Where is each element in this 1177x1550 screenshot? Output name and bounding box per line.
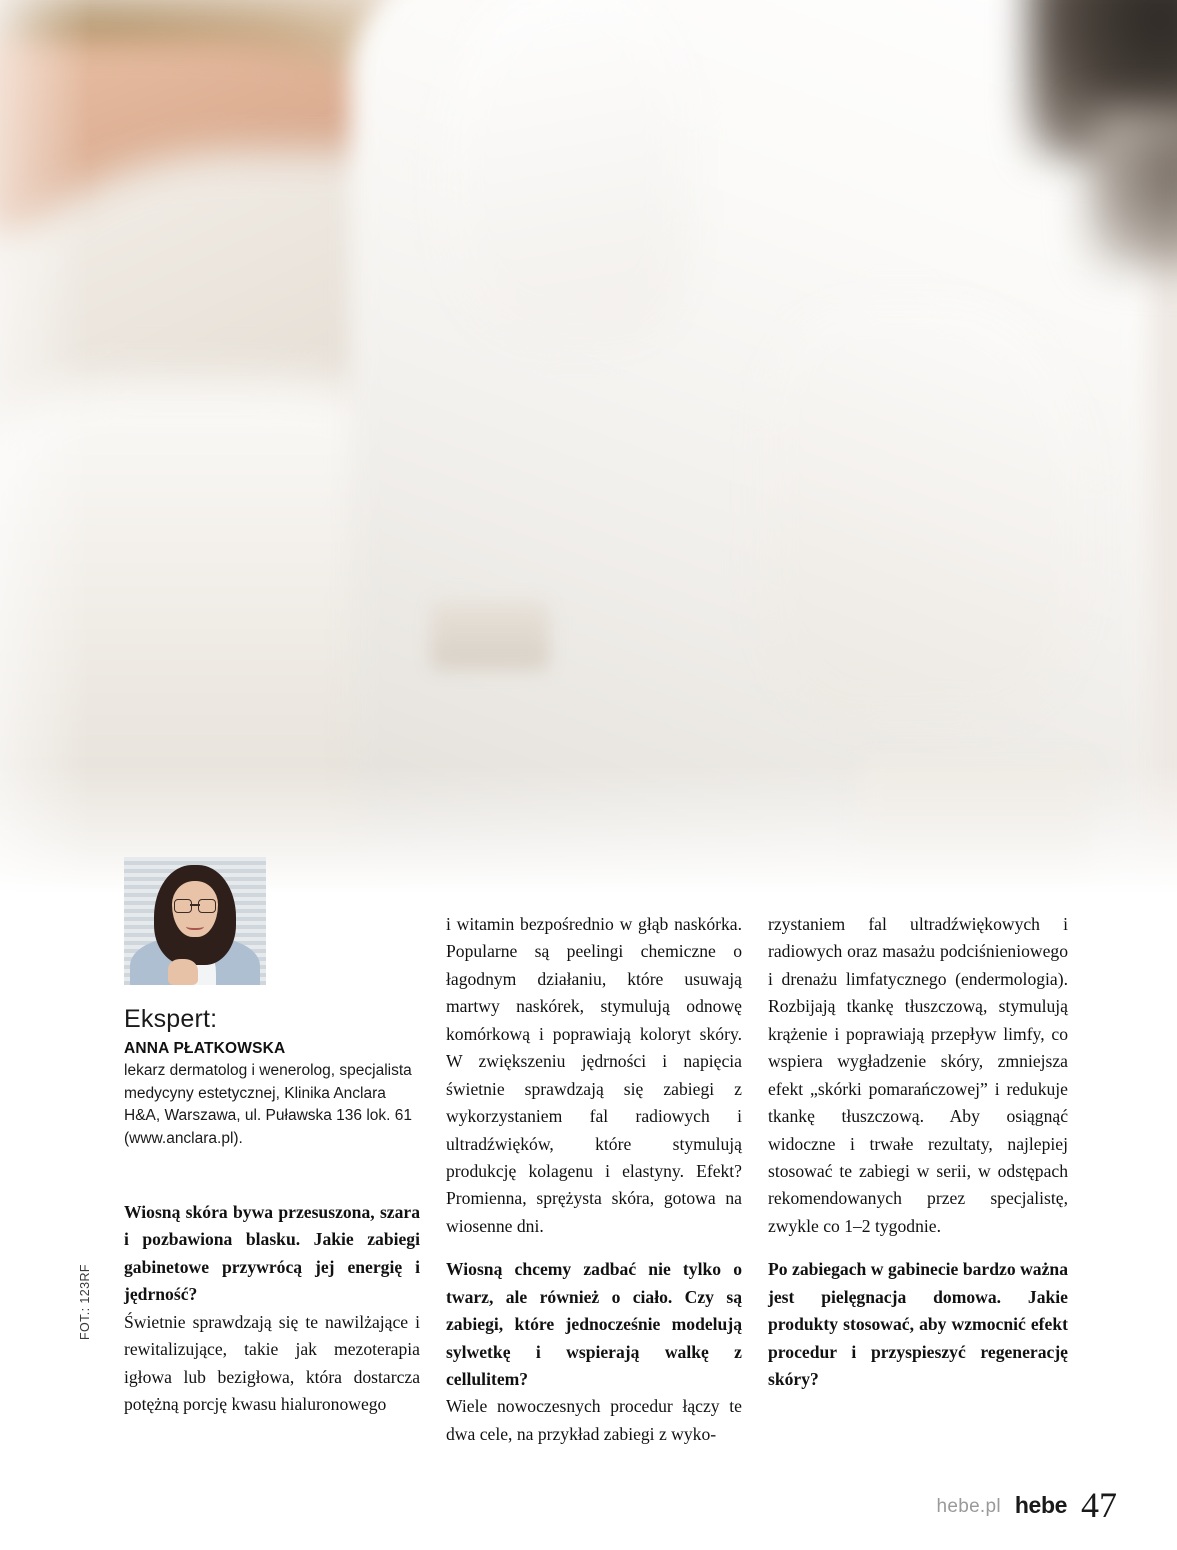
photo-credit: FOT.: 123RF — [78, 1264, 92, 1340]
question-2: Wiosną chcemy zadbać nie tylko o twarz, ale również o ciało. Czy są zabiegi, które jednocześnie modelują sylwetkę i wspierają walkę z cellulitem? — [446, 1259, 742, 1389]
expert-label: Ekspert: — [124, 1005, 218, 1033]
page-number: 47 — [1081, 1484, 1117, 1525]
expert-portrait — [124, 857, 266, 985]
answer-2-continued: rzystaniem fal ultradźwiękowych i radiowych oraz masażu podciśnieniowego i drenażu limfatycznego (endermologia). Rozbijają tkankę tłuszczową, stymulują krążenie i poprawiają przepływ limfy, co wspiera wygładzenie skóry, zmniejsza efekt „skórki pomarańczowej” i redukuje tkankę tłuszczową. Aby osiągnąć widoczne i trwałe rezultaty, najlepiej stosować te zabiegi w serii, w odstępach rekomendowanych przez specjalistę, zwykle co 1–2 tygodnie. — [768, 914, 1068, 1236]
article-column-3 — [768, 911, 1068, 1393]
expert-box — [124, 857, 424, 1151]
answer-1: Świetnie sprawdzają się te nawilżające i rewitalizujące, takie jak mezoterapia igłowa lub bezigłowa, która dostarcza potężną porcję kwasu hialuronowego — [124, 1311, 420, 1415]
question-1: Wiosną skóra bywa przesuszona, szara i pozbawiona blasku. Jakie zabiegi gabinetowe przywrócą jej energię i jędrność? — [124, 1202, 420, 1305]
footer-brand: hebe — [1014, 1492, 1067, 1518]
portrait-smile — [186, 921, 204, 930]
question-3: Po zabiegach w gabinecie bardzo ważna jest pielęgnacja domowa. Jakie produkty stosować, aby wzmocnić efekt procedur i przyspieszyć regenerację skóry? — [768, 1259, 1068, 1389]
expert-description: lekarz dermatolog i wenerolog, specjalista medycyny estetycznej, Klinika Anclara H&A, Warszawa, ul. Puławska 136 lok. 61 (www.anclara.pl). — [124, 1062, 413, 1147]
photo-coat-belt — [430, 600, 550, 670]
photo-coat-fold-lower — [760, 300, 1090, 720]
photo-dark-corner-secondary — [1087, 110, 1177, 270]
portrait-hand — [168, 959, 198, 985]
page-footer — [936, 1484, 1117, 1525]
answer-2: Wiele nowoczesnych procedur łączy te dwa cele, na przykład zabiegi z wyko- — [446, 1396, 742, 1444]
glasses-icon — [174, 899, 216, 911]
photo-coat-fold-upper — [440, 0, 690, 340]
footer-website: hebe.pl — [936, 1496, 1001, 1517]
article-column-1 — [124, 1199, 420, 1419]
article-column-2 — [446, 911, 742, 1448]
answer-1-continued: i witamin bezpośrednio w głąb naskórka. Popularne są peelingi chemiczne o łagodnym działaniu, które usuwają martwy naskórek, stymulują odnowę komórkową i poprawiają koloryt skóry. W zwiększeniu jędrności i napięcia świetnie sprawdzają się zabiegi z wykorzystaniem fal radiowych i ultradźwięków, które stymulują produkcję kolagenu i elastyny. Efekt? Promienna, sprężysta skóra, gotowa na wiosenne dni. — [446, 914, 742, 1236]
expert-name: ANNA PŁATKOWSKA — [124, 1040, 286, 1057]
